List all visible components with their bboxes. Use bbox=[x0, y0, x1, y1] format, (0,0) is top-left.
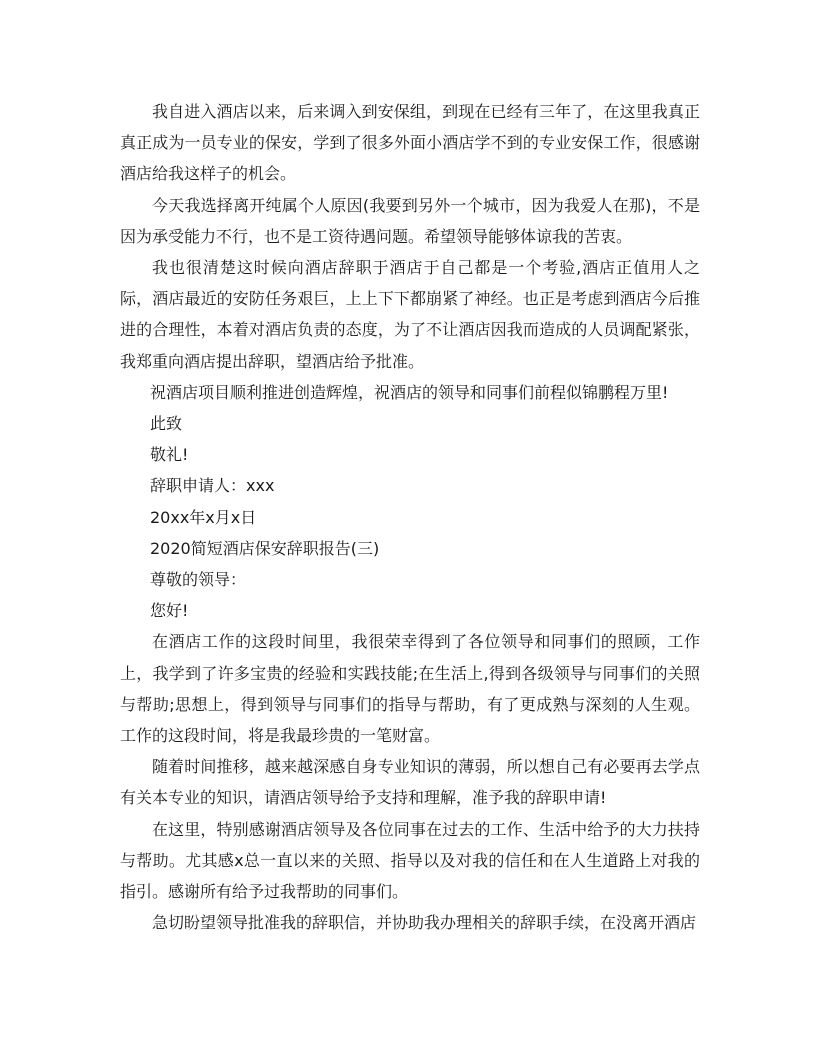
document-body bbox=[120, 96, 700, 938]
greeting-hello: 您好! bbox=[150, 601, 189, 621]
paragraph: 我自进入酒店以来，后来调入到安保组，到现在已经有三年了，在这里我真正真正成为一员专业的保安，学到了很多外面小酒店学不到的专业安保工作，很感谢酒店给我这样子的机会。 bbox=[120, 102, 700, 184]
paragraph: 在酒店工作的这段时间里，我很荣幸得到了各位领导和同事们的照顾，工作上，我学到了许多宝贵的经验和实践技能;在生活上,得到各级领导与同事们的关照与帮助;思想上，得到领导与同事们的指导与帮助，有了更成熟与深刻的人生观。工作的这段时间，将是我最珍贵的一笔财富。 bbox=[120, 632, 700, 746]
paragraph: 在这里，特别感谢酒店领导及各位同事在过去的工作、生活中给予的大力扶持与帮助。尤其感x总一直以来的关照、指导以及对我的信任和在人生道路上对我的指引。感谢所有给予过我帮助的同事们。 bbox=[120, 819, 700, 902]
letter-date: 20xx年x月x日 bbox=[150, 507, 257, 527]
section-title: 2020简短酒店保安辞职报告(三) bbox=[150, 538, 380, 558]
salutation-jingli: 敬礼! bbox=[150, 445, 189, 465]
paragraph: 随着时间推移，越来越深感自身专业知识的薄弱，所以想自己有必要再去学点有关本专业的知识，请酒店领导给予支持和理解，准予我的辞职申请! bbox=[120, 757, 700, 808]
closing-wish: 祝酒店项目顺利推进创造辉煌，祝酒店的领导和同事们前程似锦鹏程万里! bbox=[150, 382, 669, 402]
paragraph: 急切盼望领导批准我的辞职信，并协助我办理相关的辞职手续，在没离开酒店 bbox=[152, 913, 697, 933]
paragraph: 今天我选择离开纯属个人原因(我要到另外一个城市，因为我爱人在那)，不是因为承受能力不行，也不是工资待遇问题。希望领导能够体谅我的苦衷。 bbox=[120, 195, 700, 246]
salutation-cizhi: 此致 bbox=[150, 414, 183, 434]
applicant-signature: 辞职申请人：xxx bbox=[150, 476, 275, 496]
greeting-recipient: 尊敬的领导： bbox=[150, 570, 247, 590]
paragraph: 我也很清楚这时候向酒店辞职于酒店于自己都是一个考验,酒店正值用人之际，酒店最近的安防任务艰巨，上上下下都崩紧了神经。也正是考虑到酒店今后推进的合理性，本着对酒店负责的态度，为了不让酒店因我而造成的人员调配紧张，我郑重向酒店提出辞职，望酒店给予批准。 bbox=[120, 258, 700, 371]
